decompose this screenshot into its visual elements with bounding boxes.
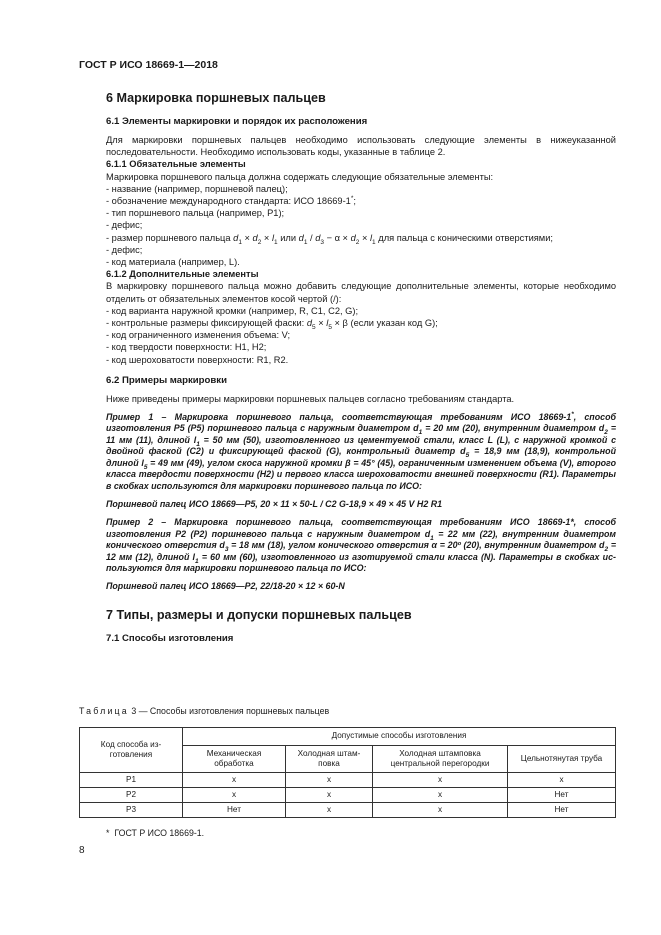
section-6-1-2-intro: В маркировку поршневого пальца можно добавить следующие дополнительные элементы, которые необходимо отделить от обязательных элементов косой чертой (/): xyxy=(106,281,616,304)
table-cell: Нет xyxy=(183,803,286,818)
table-cell: Нет xyxy=(508,803,616,818)
table-cell: x xyxy=(183,773,286,788)
mandatory-item-3: - тип поршневого пальца (например, P1); xyxy=(106,208,285,219)
table-cell: P3 xyxy=(80,803,183,818)
section-6-1-2-title: 6.1.2 Дополнительные элементы xyxy=(106,269,259,280)
section-6-1-1-title: 6.1.1 Обязательные элементы xyxy=(106,159,246,170)
body-text xyxy=(106,91,616,651)
example-1-marking: Поршневой палец ИСО 18669—P5, 20 × 11 × 50-L / C2 G-18,9 × 49 × 45 V H2 R1 xyxy=(106,498,443,509)
mandatory-item-2: - обозначение международного стандарта: ИСО 18669-1*; xyxy=(106,194,356,207)
additional-item-1: - код варианта наружной кромки (например, R, C1, C2, G); xyxy=(106,305,359,316)
table-row xyxy=(80,788,616,803)
section-6-1-intro: Для маркировки поршневых пальцев необходимо использовать следующие элементы в нижеуказанной последовательности. Необходимо использовать коды, указанные в таблице 2. xyxy=(106,135,616,158)
section-6-2-title: 6.2 Примеры маркировки xyxy=(106,374,227,386)
running-header: ГОСТ Р ИСО 18669-1—2018 xyxy=(79,59,218,71)
example-1: Пример 1 – Маркировка поршневого пальца, соответствующая требованиям ИСО 18669-1*, способ изготовления P5 (P5) поршневого пальца с наружным диаметром $d_1 = 20$ мм (20), внутренним диаметром $d_2 = 11$ мм (11), длиной $l_1 = 50$ мм (50), изготовленного из цементуемой стали, класс L (L), с наружной кромкой с двойной фаской (C2) и фиксирующей фаской (G), контрольный диаметр $d_5 = 18,9$ мм (18,9), контрольной длиной $l_5 = 49$ мм (49), углом скоса наружной кромки β = 45° (45), ограниченным изменением объема (V), второго класса твердости поверхности (H2) и первого класса шероховатости внешней поверхности (R1). Параметры в скобках используются для маркировки поршневого пальца по ИСО: xyxy=(106,411,617,491)
table-cell: x xyxy=(373,803,508,818)
mandatory-item-5: - размер поршневого пальца $d_1 \times d_2 \times l_1$ или $d_1 / d_3 - \alpha \times d_2 \times l_1$ для пальца с коническими отверстиями; xyxy=(106,232,553,246)
table-cell: x xyxy=(286,773,373,788)
table-3 xyxy=(79,727,616,818)
table-header-code: Код способа изготовления xyxy=(80,728,183,773)
table-col-header: Механическая обработка xyxy=(183,746,286,773)
additional-item-5: - код шероховатости поверхности: R1, R2. xyxy=(106,354,289,365)
table-row xyxy=(80,803,616,818)
page-number: 8 xyxy=(79,845,85,856)
table-cell: Нет xyxy=(508,788,616,803)
example-2-marking: Поршневой палец ИСО 18669—P2, 22/18-20 × 12 × 60-N xyxy=(106,581,345,592)
table-cell: x xyxy=(508,773,616,788)
section-6-1-1-intro: Маркировка поршневого пальца должна содержать следующие обязательные элементы: xyxy=(106,171,494,182)
table-cell: x xyxy=(286,788,373,803)
mandatory-item-1: - название (например, поршневой палец); xyxy=(106,183,288,194)
mandatory-item-7: - код материала (например, L). xyxy=(106,257,240,268)
section-7-1-title: 7.1 Способы изготовления xyxy=(106,632,234,644)
example-2: Пример 2 – Маркировка поршневого пальца, соответствующая требованиям ИСО 18669-1*, способ изготовления P2 (P2) поршневого пальца с наружным диаметром $d_1 = 22$ мм (22), внутренним диаметром конического отверстия $d_3 = 18$ мм (18), углом конического отверстия α = 20º (20), внутренним диаметром $d_2 = 12$ мм (12), длиной $l_1 = 60$ мм (60), изготовленного из азотируемой стали класса (N). Параметры в скобках используются для маркировки поршневого пальца по ИСО: xyxy=(106,517,616,573)
section-6-1-title: 6.1 Элементы маркировки и порядок их расположения xyxy=(106,116,368,127)
footnote: * ГОСТ Р ИСО 18669-1. xyxy=(106,828,205,838)
additional-item-2: - контрольные размеры фиксирующей фаски: $d_5 \times l_5 \times \beta$ (если указан код G); xyxy=(106,318,438,331)
table-col-header: Холодная штамповка xyxy=(286,746,373,773)
section-6-title: 6 Маркировка поршневых пальцев xyxy=(106,91,326,105)
mandatory-item-6: - дефис; xyxy=(106,244,143,255)
table-cell: P2 xyxy=(80,788,183,803)
section-7-title: 7 Типы, размеры и допуски поршневых пальцев xyxy=(106,607,412,622)
table-3-caption: Таблица 3 — Способы изготовления поршневых пальцев xyxy=(79,706,330,716)
table-cell: x xyxy=(286,803,373,818)
additional-item-4: - код твердости поверхности: H1, H2; xyxy=(106,342,267,353)
table-cell: x xyxy=(373,788,508,803)
table-cell: P1 xyxy=(80,773,183,788)
additional-item-3: - код ограниченного изменения объема: V; xyxy=(106,330,291,341)
table-row xyxy=(80,773,616,788)
mandatory-item-4: - дефис; xyxy=(106,220,143,231)
table-col-header: Цельнотянутая труба xyxy=(508,746,616,773)
table-cell: x xyxy=(373,773,508,788)
section-6-2-intro: Ниже приведены примеры маркировки поршневых пальцев согласно требованиям стандарта. xyxy=(106,393,515,404)
table-col-header: Холодная штамповка центральной перегородки xyxy=(373,746,508,773)
table-cell: x xyxy=(183,788,286,803)
table-group-header: Допустимые способы изготовления xyxy=(183,728,616,746)
